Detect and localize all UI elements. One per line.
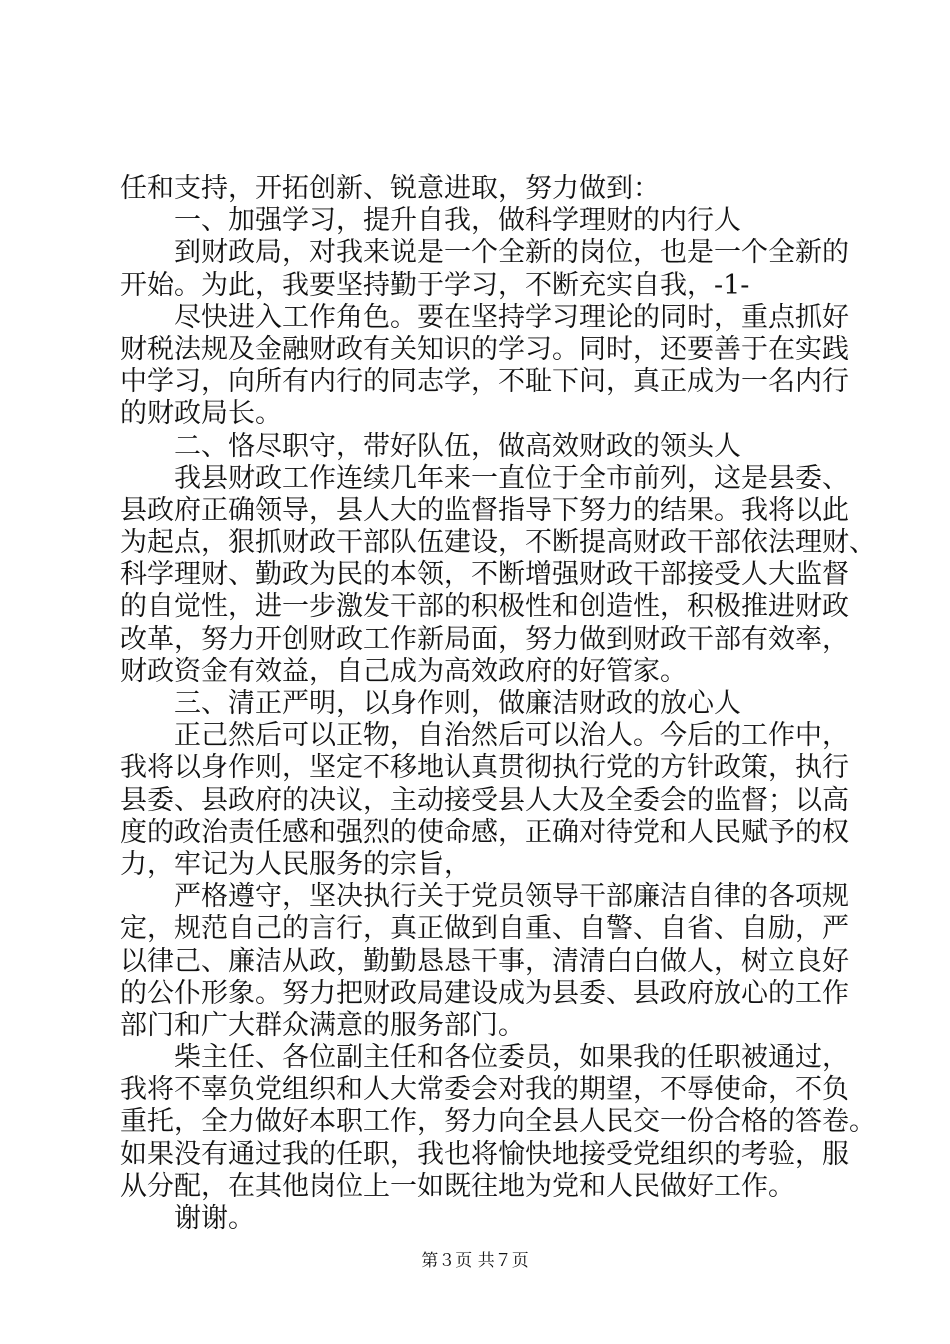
text-line: 县委、县政府的决议，主动接受县人大及全委会的监督；以高 [120, 784, 849, 816]
text-line: 中学习，向所有内行的同志学，不耻下问，真正成为一名内行 [120, 366, 849, 398]
text-line: 力，牢记为人民服务的宗旨， [120, 848, 471, 880]
text-line: 开始。为此，我要坚持勤于学习，不断充实自我，-1- [120, 269, 750, 301]
text-line: 以律己、廉洁从政，勤勤恳恳干事，清清白白做人，树立良好 [120, 945, 849, 977]
text-line: 任和支持，开拓创新、锐意进取，努力做到： [120, 173, 660, 204]
text-line: 的财政局长。 [120, 398, 282, 430]
text-line: 我将以身作则，坚定不移地认真贯彻执行党的方针政策，执行 [120, 752, 849, 784]
text-line: 尽快进入工作角色。要在坚持学习理论的同时，重点抓好 [120, 301, 849, 333]
document-body [120, 173, 876, 1235]
text-line: 度的政治责任感和强烈的使命感，正确对待党和人民赋予的权 [120, 816, 849, 848]
section-heading: 三、清正严明，以身作则，做廉洁财政的放心人 [120, 688, 741, 719]
text-line: 财政资金有效益，自己成为高效政府的好管家。 [120, 655, 687, 687]
text-line: 改革，努力开创财政工作新局面，努力做到财政干部有效率， [120, 623, 849, 655]
text-line: 如果没有通过我的任职，我也将愉快地接受党组织的考验，服 [120, 1138, 849, 1170]
text-line: 科学理财、勤政为民的本领，不断增强财政干部接受人大监督 [120, 559, 849, 591]
section-heading: 二、恪尽职守，带好队伍，做高效财政的领头人 [120, 430, 741, 462]
text-line: 部门和广大群众满意的服务部门。 [120, 1009, 525, 1041]
text-line: 柴主任、各位副主任和各位委员，如果我的任职被通过， [120, 1042, 849, 1074]
text-line: 重托，全力做好本职工作，努力向全县人民交一份合格的答卷。 [120, 1106, 876, 1138]
text-line: 严格遵守，坚决执行关于党员领导干部廉洁自律的各项规 [120, 881, 849, 913]
closing-line: 谢谢。 [120, 1203, 255, 1234]
text-line: 财税法规及金融财政有关知识的学习。同时，还要善于在实践 [120, 333, 849, 365]
text-line: 正己然后可以正物，自治然后可以治人。今后的工作中， [120, 720, 849, 752]
text-line: 到财政局，对我来说是一个全新的岗位，也是一个全新的 [120, 237, 849, 269]
text-line: 我将不辜负党组织和人大常委会对我的期望，不辱使命，不负 [120, 1074, 849, 1106]
text-line: 的公仆形象。努力把财政局建设成为县委、县政府放心的工作 [120, 977, 849, 1009]
section-heading: 一、加强学习，提升自我，做科学理财的内行人 [120, 205, 741, 237]
page-number-footer: 第３页 共７页 [421, 1251, 529, 1271]
text-line: 我县财政工作连续几年来一直位于全市前列，这是县委、 [120, 462, 849, 494]
text-line: 定，规范自己的言行，真正做到自重、自警、自省、自励，严 [120, 913, 849, 945]
text-line: 的自觉性，进一步激发干部的积极性和创造性，积极推进财政 [120, 591, 849, 623]
text-line: 县政府正确领导，县人大的监督指导下努力的结果。我将以此 [120, 494, 849, 526]
text-line: 为起点，狠抓财政干部队伍建设，不断提高财政干部依法理财、 [120, 527, 876, 559]
text-line: 从分配，在其他岗位上一如既往地为党和人民做好工作。 [120, 1170, 795, 1202]
